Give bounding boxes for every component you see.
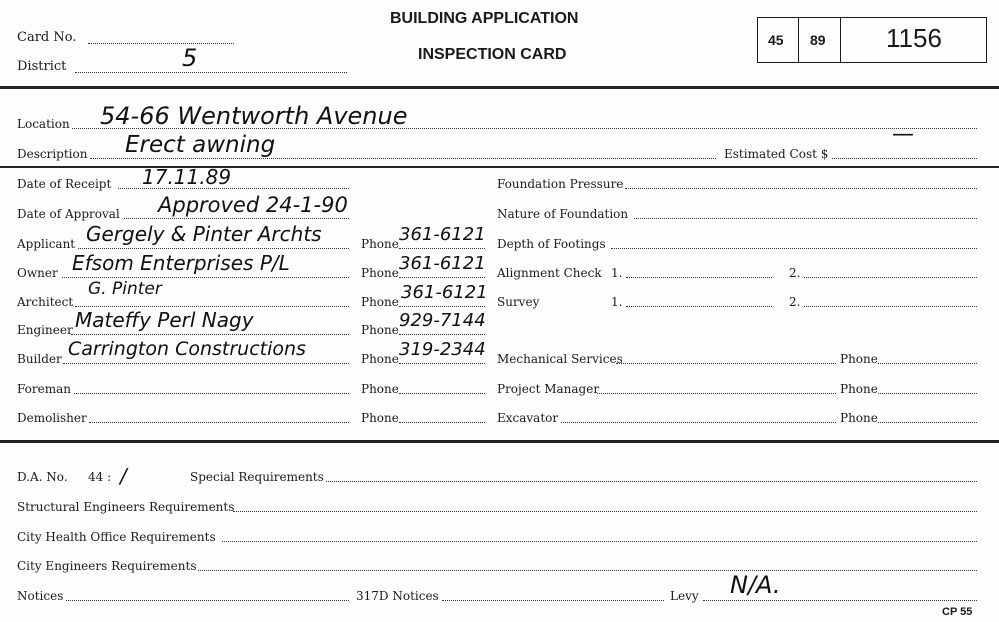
box-num2: 89 <box>810 32 826 48</box>
engineer-phone-label: Phone <box>361 323 399 337</box>
owner-phone-label: Phone <box>361 266 399 280</box>
foreman-field[interactable] <box>74 393 349 394</box>
builder-phone-value: 319-2344 <box>399 339 486 360</box>
project-manager-phone-label: Phone <box>840 382 878 396</box>
title-line1: BUILDING APPLICATION <box>390 10 579 27</box>
structural-engineers-label: Structural Engineers Requirements <box>17 500 235 514</box>
alignment-check-label: Alignment Check <box>497 266 602 280</box>
levy-field[interactable] <box>703 600 977 601</box>
special-requirements-field[interactable] <box>326 481 977 482</box>
engineer-phone-field[interactable] <box>399 334 485 335</box>
depth-of-footings-label: Depth of Footings <box>497 237 606 251</box>
district-label: District <box>17 59 67 74</box>
demolisher-phone-field[interactable] <box>399 422 485 423</box>
architect-label: Architect <box>17 295 74 309</box>
foreman-phone-label: Phone <box>361 382 399 396</box>
architect-field[interactable] <box>75 306 349 307</box>
description-value: Erect awning <box>125 132 276 158</box>
project-manager-phone-field[interactable] <box>878 393 977 394</box>
builder-phone-label: Phone <box>361 352 399 366</box>
survey-label: Survey <box>497 295 540 309</box>
card-number: 1156 <box>886 23 942 53</box>
excavator-field[interactable] <box>561 422 836 423</box>
alignment-item2-label: 2. <box>789 266 801 280</box>
depth-of-footings-field[interactable] <box>611 248 977 249</box>
applicant-phone-label: Phone <box>361 237 399 251</box>
card-number-box <box>757 17 987 63</box>
box-num1: 45 <box>768 32 784 48</box>
project-manager-field[interactable] <box>597 393 836 394</box>
date-of-receipt-value: 17.11.89 <box>142 165 232 189</box>
alignment-check-1-field[interactable] <box>626 277 772 278</box>
nature-of-foundation-label: Nature of Foundation <box>497 207 629 221</box>
card-no-field[interactable] <box>88 43 234 44</box>
city-health-field[interactable] <box>222 541 977 542</box>
description-label: Description <box>17 147 88 161</box>
foreman-label: Foreman <box>17 382 71 396</box>
foundation-pressure-field[interactable] <box>625 188 977 189</box>
district-value: 5 <box>182 44 198 72</box>
applicant-phone-value: 361-6121 <box>399 224 486 245</box>
applicant-field[interactable] <box>78 248 349 249</box>
demolisher-field[interactable] <box>89 422 349 423</box>
card-no-label: Card No. <box>17 30 77 45</box>
city-engineers-label: City Engineers Requirements <box>17 559 197 573</box>
engineer-value: Mateffy Perl Nagy <box>75 308 254 332</box>
survey-1-field[interactable] <box>626 306 772 307</box>
builder-label: Builder <box>17 352 62 366</box>
city-health-label: City Health Office Requirements <box>17 530 216 544</box>
da-no-value: / <box>120 464 127 488</box>
survey-item2-label: 2. <box>789 295 801 309</box>
mechanical-phone-label: Phone <box>840 352 878 366</box>
date-of-approval-label: Date of Approval <box>17 207 120 221</box>
foreman-phone-field[interactable] <box>399 393 485 394</box>
mechanical-services-label: Mechanical Services <box>497 352 623 366</box>
engineer-field[interactable] <box>71 334 349 335</box>
excavator-phone-field[interactable] <box>878 422 977 423</box>
owner-value: Efsom Enterprises P/L <box>72 251 290 275</box>
notices-field[interactable] <box>66 600 349 601</box>
builder-field[interactable] <box>63 363 349 364</box>
date-of-approval-field[interactable] <box>124 218 349 219</box>
levy-label: Levy <box>670 589 699 603</box>
demolisher-phone-label: Phone <box>361 411 399 425</box>
form-code: CP 55 <box>942 606 973 618</box>
mechanical-services-field[interactable] <box>616 363 836 364</box>
applicant-value: Gergely & Pinter Archts <box>86 222 322 246</box>
location-value: 54-66 Wentworth Avenue <box>100 102 408 130</box>
description-field[interactable] <box>90 158 716 159</box>
alignment-item1-label: 1. <box>611 266 623 280</box>
owner-label: Owner <box>17 266 58 280</box>
nature-of-foundation-field[interactable] <box>634 218 977 219</box>
special-requirements-label: Special Requirements <box>190 470 324 484</box>
da-no-prefix: 44 : <box>88 470 112 484</box>
applicant-label: Applicant <box>17 237 76 251</box>
foundation-pressure-label: Foundation Pressure <box>497 177 624 191</box>
builder-value: Carrington Constructions <box>68 338 306 360</box>
date-of-approval-value: Approved 24-1-90 <box>158 193 348 217</box>
engineer-phone-value: 929-7144 <box>399 310 486 331</box>
city-engineers-field[interactable] <box>198 570 977 571</box>
demolisher-label: Demolisher <box>17 411 87 425</box>
owner-field[interactable] <box>62 277 349 278</box>
header-divider <box>0 86 999 89</box>
district-field[interactable] <box>75 72 347 73</box>
excavator-label: Excavator <box>497 411 559 425</box>
excavator-phone-label: Phone <box>840 411 878 425</box>
engineer-label: Engineer <box>17 323 73 337</box>
architect-phone-label: Phone <box>361 295 399 309</box>
survey-2-field[interactable] <box>804 306 977 307</box>
levy-value: N/A. <box>730 571 781 599</box>
date-of-receipt-label: Date of Receipt <box>17 177 112 191</box>
architect-phone-value: 361-6121 <box>401 282 488 303</box>
mechanical-phone-field[interactable] <box>878 363 977 364</box>
estimated-cost-value: — <box>892 122 914 147</box>
builder-phone-field[interactable] <box>399 363 485 364</box>
notices-317d-field[interactable] <box>442 600 664 601</box>
estimated-cost-label: Estimated Cost $ <box>724 147 829 161</box>
survey-item1-label: 1. <box>611 295 623 309</box>
da-no-label: D.A. No. <box>17 470 68 484</box>
owner-phone-field[interactable] <box>399 277 485 278</box>
parties-divider <box>0 440 999 443</box>
architect-value: G. Pinter <box>88 279 162 299</box>
alignment-check-2-field[interactable] <box>804 277 977 278</box>
notices-317d-label: 317D Notices <box>356 589 439 603</box>
title-line2: INSPECTION CARD <box>418 46 567 63</box>
applicant-phone-field[interactable] <box>399 248 485 249</box>
estimated-cost-field[interactable] <box>832 158 977 159</box>
structural-engineers-field[interactable] <box>233 511 977 512</box>
owner-phone-value: 361-6121 <box>399 253 486 274</box>
location-label: Location <box>17 117 70 131</box>
architect-phone-field[interactable] <box>399 306 485 307</box>
notices-label: Notices <box>17 589 64 603</box>
project-manager-label: Project Manager <box>497 382 600 396</box>
